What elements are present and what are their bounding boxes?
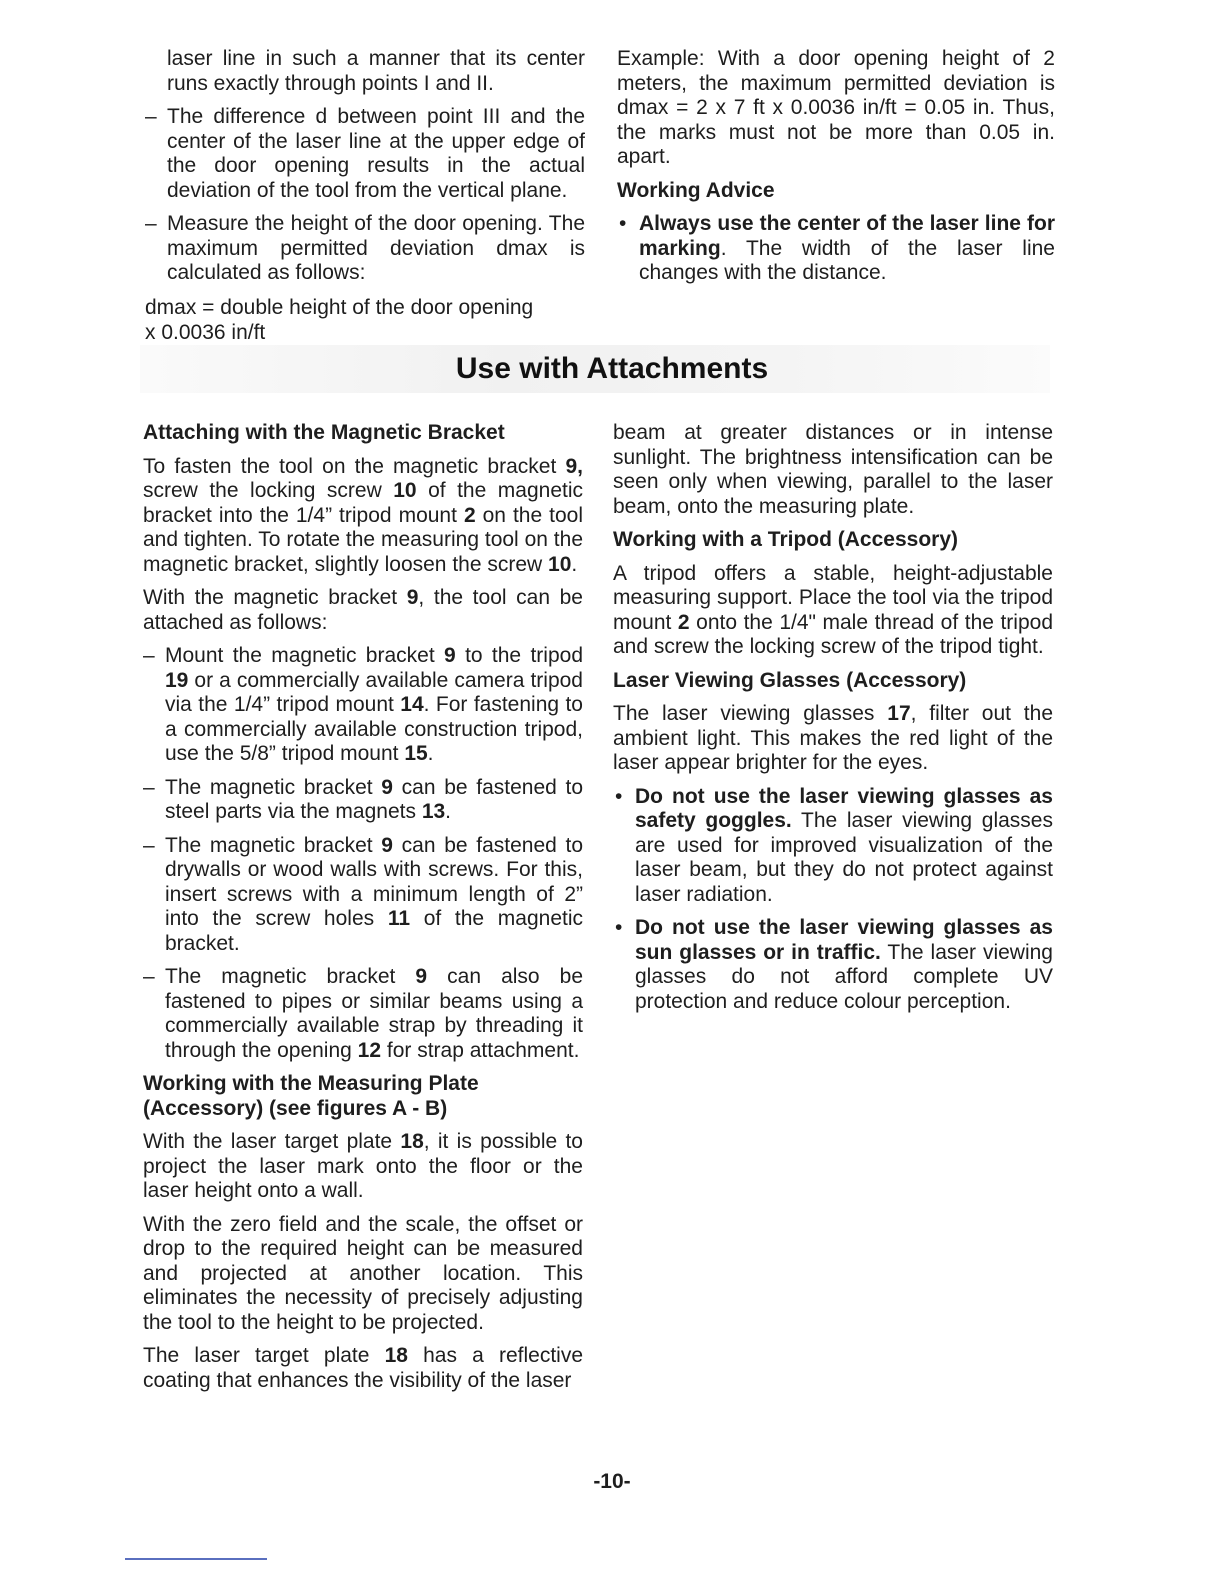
formula-line-2: x 0.0036 in/ft — [145, 320, 266, 344]
footnote-rule — [125, 1558, 267, 1560]
bullet-safety-goggles: • Do not use the laser viewing glasses as safety goggles. The laser viewing glasses are used for improved visualization of the laser beam, but they do not protect against laser radiation. — [613, 785, 1053, 908]
page-number: -10- — [593, 1470, 631, 1493]
example-paragraph: Example: With a door opening height of 2 meters, the maximum permitted deviation is dmax = 2 x 7 ft x 0.0036 in/ft = 0.05 in. Thus, the marks must not be more than 0.05 in. apart. — [617, 47, 1055, 168]
paragraph-continuation: laser line in such a manner that its center runs exactly through points I and II. — [167, 47, 585, 95]
bullet-sun-glasses: • Do not use the laser viewing glasses as sun glasses or in traffic. The laser viewing glasses do not afford complete UV protection and reduce colour perception. — [613, 916, 1053, 1014]
magnetic-paragraph-1: To fasten the tool on the magnetic bracket 9, screw the locking screw 10 of the magnetic bracket into the 1/4” tripod mount 2 on the tool and tighten. To rotate the measuring tool on the magnetic bracket, slightly loosen the screw 10. — [143, 454, 584, 576]
bullet-text: . The width of the laser line changes with the distance. — [639, 236, 1055, 284]
working-advice-heading: Working Advice — [617, 178, 775, 202]
tripod-paragraph: A tripod offers a stable, height-adjustable measuring support. Place the tool via the tripod mount 2 onto the 1/4" male thread of the tripod and screw the locking screw of the tripod tight. — [613, 561, 1054, 658]
dash-item-drywall: – The magnetic bracket 9 can be fastened to drywalls or wood walls with screws. For this, insert screws with a minimum length of 2” into the screw holes 11 of the magnetic bracket. — [143, 834, 583, 957]
dash-item-pipes: – The magnetic bracket 9 can also be fastened to pipes or similar beams using a commercially available strap by threading it through the opening 12 for strap attachment. — [143, 965, 583, 1063]
dash-item-tripod: – Mount the magnetic bracket 9 to the tripod 19 or a commercially available camera tripod via the 1/4” tripod mount 14. For fastening to a commercially available construction tripod, use the 5/8” tripod mount 15. — [143, 644, 583, 767]
dash-item-difference: – The difference d between point III and the center of the laser line at the upper edge of the door opening results in the actual deviation of the tool from the vertical plane. — [145, 105, 585, 203]
glasses-heading: Laser Viewing Glasses (Accessory) — [613, 668, 967, 692]
top-right-column — [617, 47, 1055, 295]
left-column — [143, 421, 583, 1402]
plate-paragraph-3: The laser target plate 18 has a reflective coating that enhances the visibility of the laser — [143, 1344, 584, 1392]
section-heading: Use with Attachments — [455, 352, 769, 385]
measuring-plate-heading: Working with the Measuring Plate (Accessory) (see figures A - B) — [143, 1072, 479, 1120]
magnetic-paragraph-2: With the magnetic bracket 9, the tool can be attached as follows: — [143, 586, 583, 634]
dash-item-steel: – The magnetic bracket 9 can be fastened to steel parts via the magnets 13. — [143, 776, 583, 825]
bullet-bold-text: Always use the center of the laser line for marking — [639, 212, 1055, 260]
right-paragraph-1: beam at greater distances or in intense sunlight. The brightness intensification can be seen only when viewing, parallel to the laser beam, onto the measuring plate. — [613, 421, 1053, 518]
dash-item-measure-height: – Measure the height of the door opening. The maximum permitted deviation dmax is calculated as follows: — [145, 212, 585, 286]
glasses-paragraph: The laser viewing glasses 17, filter out the ambient light. This makes the red light of the laser appear brighter for the eyes. — [613, 702, 1054, 774]
formula-block — [145, 296, 585, 345]
formula-line-1: dmax = double height of the door opening — [145, 296, 534, 319]
top-left-column — [167, 47, 585, 295]
plate-paragraph-2: With the zero field and the scale, the offset or drop to the required height can be measured and projected at another location. This eliminates the necessity of precisely adjusting the tool to the height to be projected. — [143, 1212, 583, 1334]
tripod-heading: Working with a Tripod (Accessory) — [613, 528, 959, 551]
plate-paragraph-1: With the laser target plate 18, it is possible to project the laser mark onto the floor or the laser height onto a wall. — [143, 1130, 583, 1202]
right-column — [613, 421, 1053, 1023]
bullet-center-laser-line — [617, 212, 1055, 286]
magnetic-bracket-heading: Attaching with the Magnetic Bracket — [143, 421, 505, 444]
